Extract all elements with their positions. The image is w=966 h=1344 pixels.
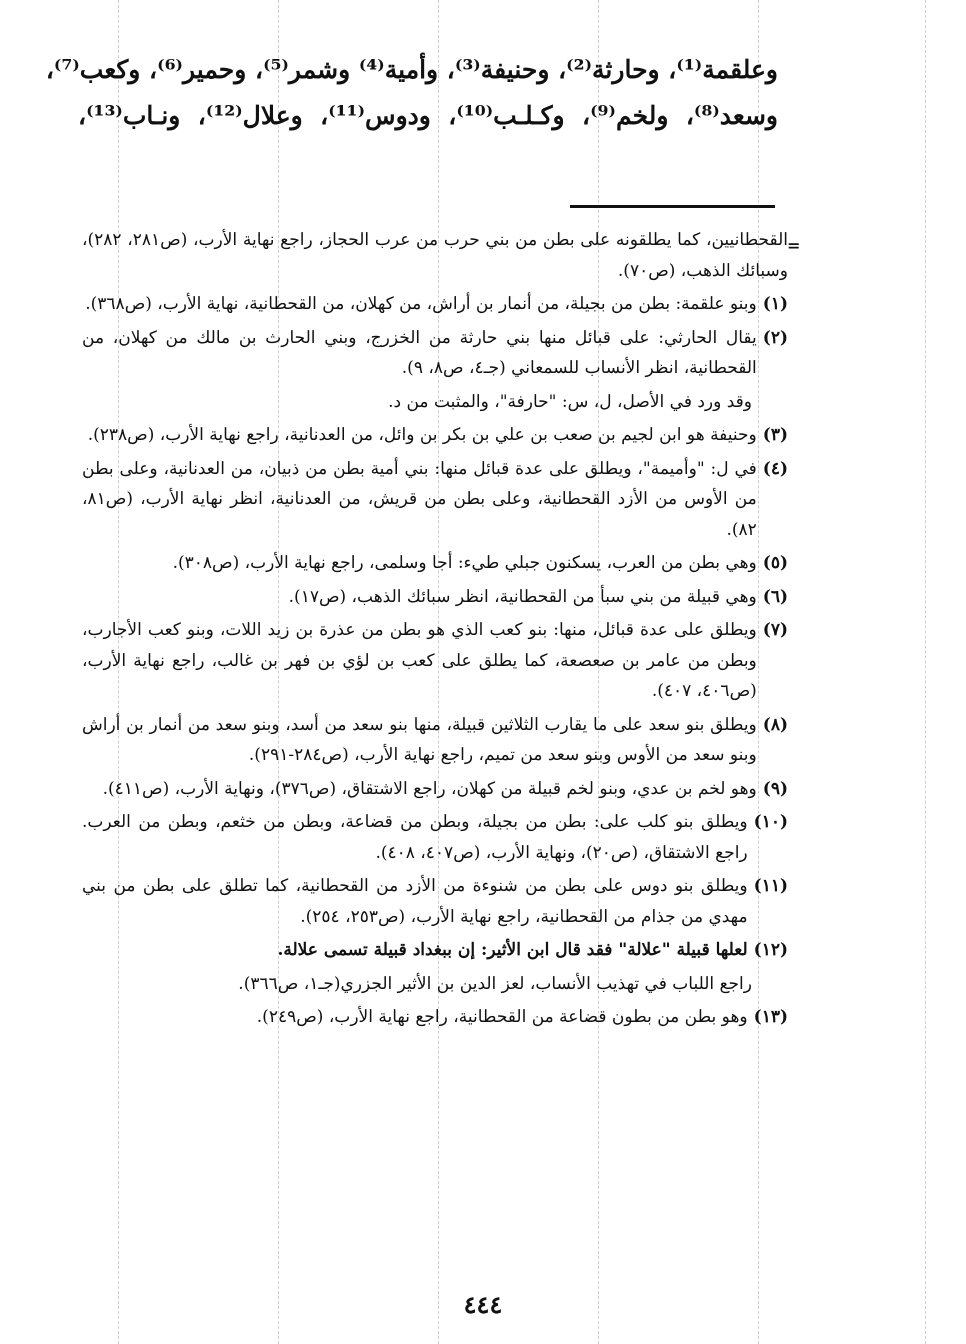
footnote-text: ويطلق بنو سعد على ما يقارب الثلاثين قبيلة، منها بنو سعد من أسد، وبنو سعد من أنمار بن أراش وبنو سعد من الأوس وبنو سعد من تميم، راجع نهاية الأرب، (ص٢٨٤-٢٩١). xyxy=(82,714,757,765)
footnote-text: ويطلق بنو دوس على بطن من شنوءة من الأزد من القحطانية، كما تطلق على بطن من بني مهدي من جذام من القحطانية، راجع نهاية الأرب، (ص٢٥٣، ٢٥٤). xyxy=(82,876,748,927)
footnote-item xyxy=(82,871,788,932)
footnote-item xyxy=(82,615,788,707)
footnote-text: وقد ورد في الأصل، ل، س: "حارفة"، والمثبت من د. xyxy=(388,391,752,412)
footnote-text: لعلها قبيلة "علالة" فقد قال ابن الأثير: إن ببغداد قبيلة تسمى علالة. xyxy=(277,940,748,960)
footnote-number: (٨) xyxy=(762,714,788,735)
body-text-line-2: وسعد⁽⁸⁾، ولخم⁽⁹⁾، وكـلـب⁽¹⁰⁾، ودوس⁽¹¹⁾، وعلال⁽¹²⁾، ونـاب⁽¹³⁾، xyxy=(78,101,778,130)
footnote-item xyxy=(82,289,788,320)
body-text-line-1: وعلقمة⁽¹⁾، وحارثة⁽²⁾، وحنيفة⁽³⁾، وأمية⁽⁴⁾ وشمر⁽⁵⁾، وحمير⁽⁶⁾، وكعب⁽⁷⁾، xyxy=(45,55,778,84)
footnote-text: وهو بطن من بطون قضاعة من القحطانية، راجع نهاية الأرب، (ص٢٤٩). xyxy=(256,1007,748,1027)
footnote-number: (١) xyxy=(762,294,788,314)
footnote-text: يقال الحارثي: على قبائل منها بني حارثة من الخزرج، وبني الحارث بن مالك من كهلان، من القحطانية، انظر الأنساب للسمعاني (جـ٤، ص٨، ٩). xyxy=(82,327,757,378)
footnote-item xyxy=(82,807,788,868)
page-number: ٤٤٤ xyxy=(463,1290,503,1319)
footnote-intro: القحطانيين، كما يطلقونه على بطن من بني حرب من عرب الحجاز، راجع نهاية الأرب، (ص٢٨١، ٢٨٢)، وسبائك الذهب، (ص٧٠). xyxy=(82,230,788,281)
footnote-text: في ل: "وأميمة"، ويطلق على عدة قبائل منها: بني أمية بطن من ذبيان، من العدنانية، وعلى بطن من الأوس من الأزد القحطانية، وعلى بطن من قريش، من العدنانية، انظر نهاية الأرب، (ص٨١، ٨٢). xyxy=(82,458,757,540)
footnote-item xyxy=(82,1002,788,1033)
footnote-text: وهو لخم بن عدي، وبنو لخم قبيلة من كهلان، راجع الاشتقاق، (ص٣٧٦)، ونهاية الأرب، (ص٤١١). xyxy=(102,778,757,799)
footnote-number: (٧) xyxy=(762,620,788,640)
footnote-item xyxy=(82,710,788,771)
footnote-item xyxy=(82,548,788,579)
footnote-text: ويطلق بنو كلب على: بطن من بجيلة، وبطن من قضاعة، وبطن من خثعم، وبطن من العرب. راجع الاشتقاق، (ص٢٠)، ونهاية الأرب، (ص٤٠٧، ٤٠٨). xyxy=(82,812,748,863)
footnote-item xyxy=(82,420,788,451)
footnote-number: (١٣) xyxy=(753,1007,788,1027)
footnote-separator xyxy=(570,205,775,208)
footnote-number: (٩) xyxy=(762,778,788,799)
footnote-number: (١٢) xyxy=(753,940,788,960)
footnote-text: وحنيفة هو ابن لجيم بن صعب بن علي بن بكر بن وائل، من العدنانية، راجع نهاية الأرب، (ص٢٣٨). xyxy=(87,425,757,445)
footnote-number: (٤) xyxy=(762,458,788,479)
footnote-number: (٣) xyxy=(762,425,788,445)
footnote-number: (٦) xyxy=(762,586,788,607)
scan-artifact-line xyxy=(925,0,926,1344)
footnote-text: وهي بطن من العرب، يسكنون جبلي طيء: أجا وسلمى، راجع نهاية الأرب، (ص٣٠٨). xyxy=(172,553,757,573)
footnote-text: وبنو علقمة: بطن من بجيلة، من أنمار بن أراش، من كهلان، من القحطانية، نهاية الأرب، (ص٣٦٨). xyxy=(85,294,757,314)
footnote-item xyxy=(82,774,788,805)
continuation-marker: = xyxy=(787,236,801,255)
footnote-text: وهي قبيلة من بني سبأ من القحطانية، انظر سبائك الذهب، (ص١٧). xyxy=(288,586,757,607)
footnote-item xyxy=(82,582,788,613)
footnote-item xyxy=(82,387,788,418)
footnote-number: (٥) xyxy=(762,553,788,573)
footnote-number: (١٠) xyxy=(753,812,788,832)
footnote-number: (٢) xyxy=(762,327,788,348)
footnote-number: (١١) xyxy=(753,876,788,896)
footnote-item xyxy=(82,323,788,384)
footnotes xyxy=(82,225,788,1036)
footnote-item xyxy=(82,935,788,966)
footnote-item xyxy=(82,454,788,546)
footnote-text: ويطلق على عدة قبائل، منها: بنو كعب الذي هو بطن من عذرة بن زيد اللات، وبنو كعب الأجارب، وبطن من عامر بن صعصعة، كما يطلق على كعب بن لؤي بن فهر بن غالب، راجع نهاية الأرب، (ص٤٠٦، ٤٠٧). xyxy=(82,620,757,701)
footnote-item xyxy=(82,969,788,1000)
footnote-text: راجع اللباب في تهذيب الأنساب، لعز الدين بن الأثير الجزري(جـ١، ص٣٦٦). xyxy=(238,973,752,994)
